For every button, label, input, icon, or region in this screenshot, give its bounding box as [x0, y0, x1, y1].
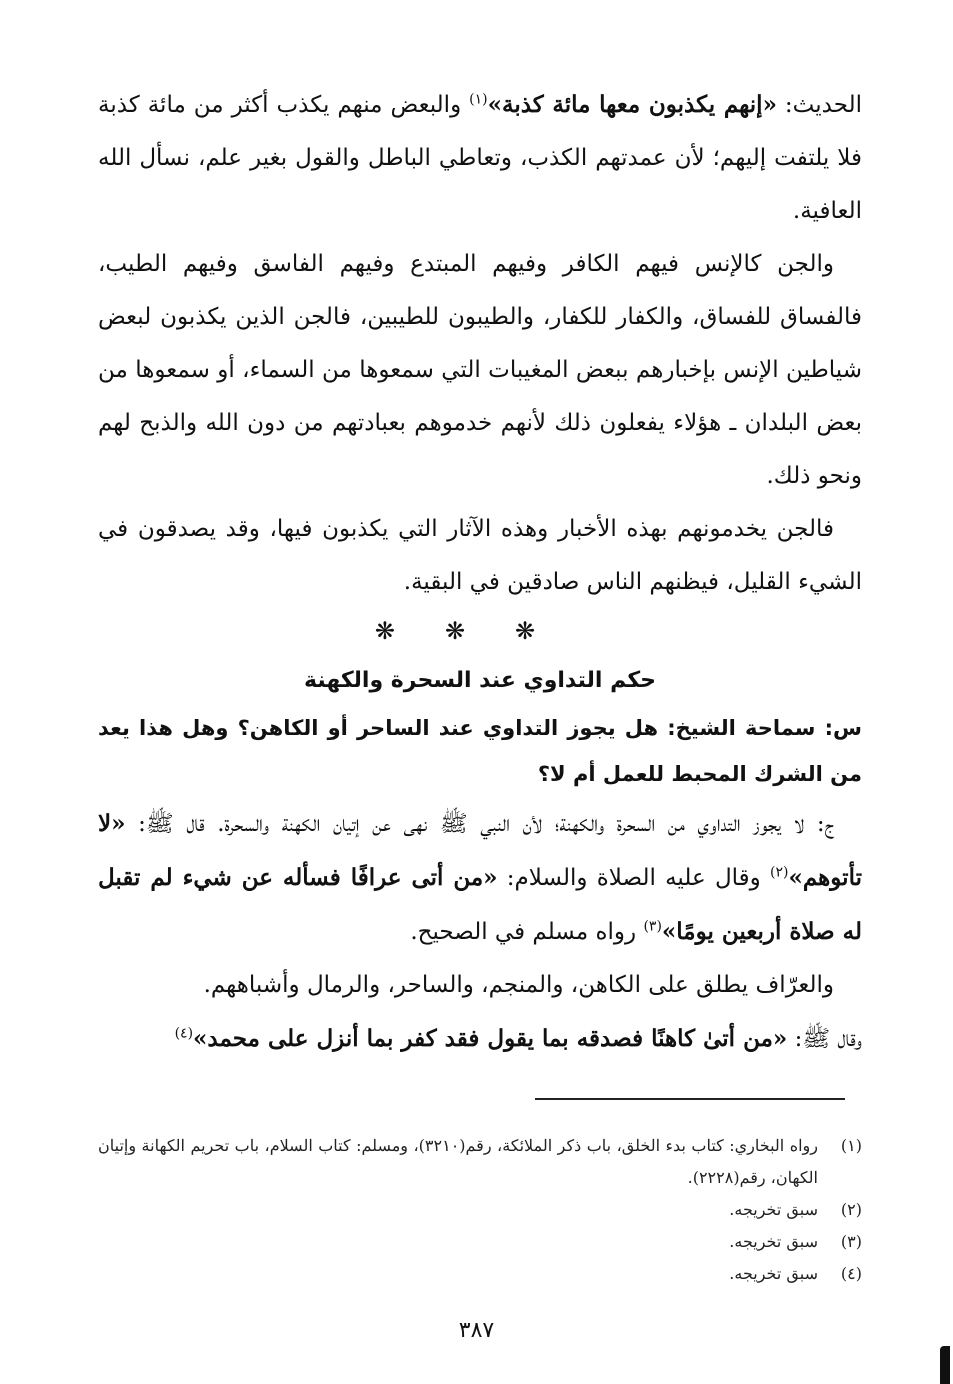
answer_paragraphs-paragraph [98, 1012, 862, 1066]
footnotes [98, 1130, 862, 1290]
footnote-item [98, 1194, 862, 1226]
footnote-text: رواه البخاري: كتاب بدء الخلق، باب ذكر الملائكة، رقم(٣٢١٠)، ومسلم: كتاب السلام، باب تحريم الكهانة وإتيان الكهان، رقم(٢٢٢٨). [98, 1136, 819, 1187]
footnote-number: (٤) [840, 1264, 862, 1283]
footnote-text: سبق تخريجه. [729, 1232, 818, 1251]
footnote-item [98, 1258, 862, 1290]
paragraph-text: والعرّاف يطلق على الكاهن، والمنجم، والساحر، والرمال وأشباههم. [203, 972, 834, 998]
footnote-number: (٢) [840, 1200, 862, 1219]
answer-list [98, 797, 862, 1066]
hadith-quote: «من أتىٰ كاهنًا فصدقه بما يقول فقد كفر بما أنزل على محمد» [193, 1025, 788, 1052]
footnote-number: (٣) [840, 1232, 862, 1251]
section-separator [98, 611, 862, 651]
footnote-text: سبق تخريجه. [729, 1264, 818, 1283]
paragraph-text: ج: لا يجوز التداوي من السحرة والكهنة؛ لأن النبي ﷺ نهى عن إتيان الكهنة والسحرة. قال ﷺ: [125, 811, 834, 837]
paragraph-text: والبعض منهم يكذب أكثر من مائة كذبة فلا يلتفت إليهم؛ لأن عمدتهم الكذب، وتعاطي الباطل والقول بغير علم، نسأل الله العافية. [98, 92, 862, 224]
separator-star: ❋ [444, 617, 516, 645]
paragraph-text: وقال ﷺ: [787, 1026, 862, 1052]
footnote-ref: (٢) [770, 864, 789, 881]
paragraphs-paragraph [98, 238, 862, 503]
answer_paragraphs-paragraph [98, 797, 862, 959]
footnote-divider [535, 1098, 845, 1100]
page-number: ٣٨٧ [458, 1318, 495, 1343]
footnote-ref: (١) [469, 91, 488, 108]
paragraph-text: رواه مسلم في الصحيح. [410, 919, 644, 945]
footnote-number: (١) [840, 1136, 862, 1155]
hadith-quote: «لا تأتوهم» [98, 810, 862, 891]
paragraph-text: الحديث: [776, 92, 862, 118]
hadith-quote: «إنهم يكذبون معها مائة كذبة» [487, 91, 777, 118]
footnote-ref: (٤) [174, 1025, 194, 1042]
footnote-ref: (٣) [643, 918, 662, 935]
paragraph-text: والجن كالإنس فيهم الكافر وفيهم المبتدع وفيهم الفاسق وفيهم الطيب، فالفساق للفساق، والكفار للكفار، والطيبون للطيبين، فالجن الذين يكذبون لبعض شياطين الإنس بإخبارهم ببعض المغيبات التي سمعوها من السماء، أو سمعوها من بعض البلدان ـ هؤلاء يفعلون ذلك لأنهم خدموهم بعبادتهم من دون الله والذبح لهم ونحو ذلك. [98, 251, 862, 489]
page-edge-mark [940, 1346, 950, 1384]
paragraph-text: فالجن يخدمونهم بهذه الأخبار وهذه الآثار التي يكذبون فيها، وقد يصدقون في الشيء القليل، فيظنهم الناس صادقين في البقية. [98, 516, 862, 595]
separator-star: ❋ [515, 617, 586, 645]
footnote-item [98, 1226, 862, 1258]
separator-star: ❋ [374, 617, 445, 645]
paragraph-list [98, 78, 862, 609]
paragraphs-paragraph [98, 78, 862, 238]
section-heading: حكم التداوي عند السحرة والكهنة [304, 668, 656, 693]
paragraph-text: وقال عليه الصلاة والسلام: [497, 865, 771, 891]
footnote-text: سبق تخريجه. [729, 1200, 818, 1219]
hadith-quote: «من أتى عرافًا فسأله عن شيء لم تقبل له صلاة أربعين يومًا» [98, 864, 862, 945]
page-body [98, 78, 862, 1066]
question-text: س: سماحة الشيخ: هل يجوز التداوي عند الساحر أو الكاهن؟ وهل هذا يعد من الشرك المحبط للعمل أم لا؟ [98, 716, 862, 786]
paragraphs-paragraph [98, 503, 862, 609]
footnote-item [98, 1130, 862, 1194]
answer_paragraphs-paragraph [98, 959, 862, 1012]
